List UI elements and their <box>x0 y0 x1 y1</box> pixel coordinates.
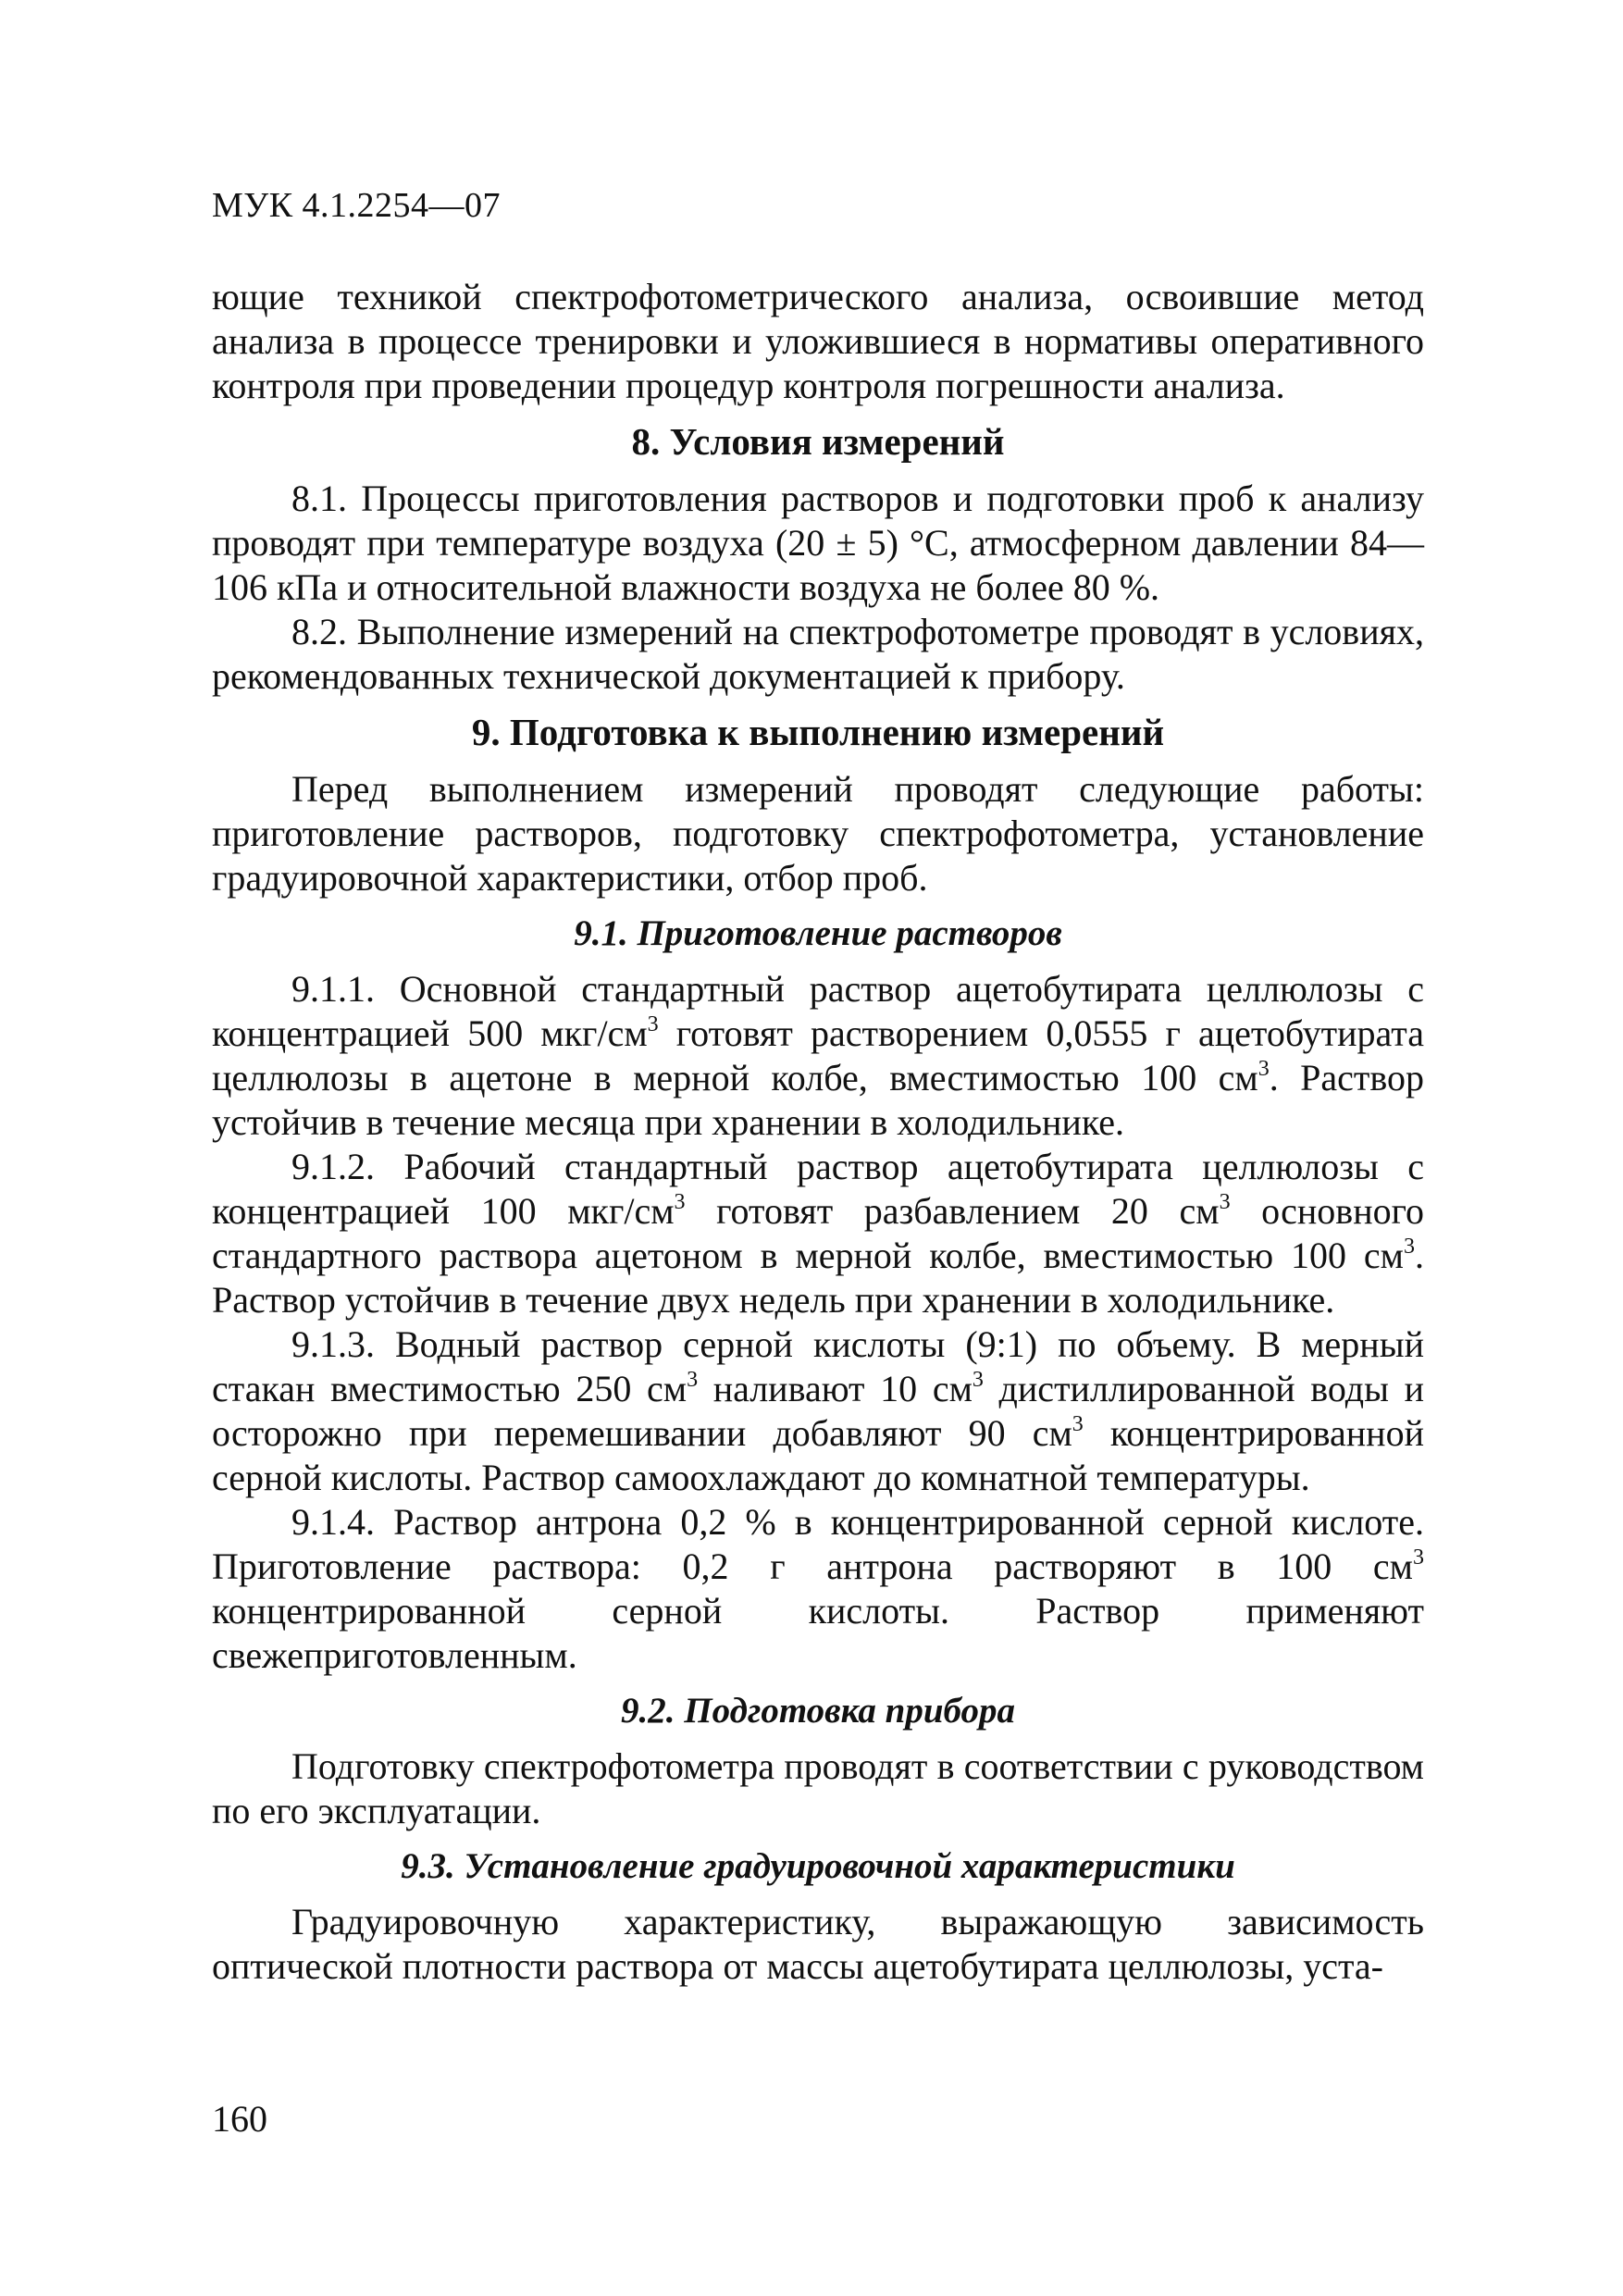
subsection-9-1-title: 9.1. Приготовление растворов <box>574 913 1062 953</box>
superscript-cube: 3 <box>1404 1235 1415 1259</box>
paragraph-9-1-1 <box>212 967 1424 1145</box>
superscript-cube: 3 <box>647 1012 659 1036</box>
paragraph-9-1-4 <box>212 1500 1424 1678</box>
text-run: готовят растворением 0,0555 г ацетобутирата целлюлозы в ацетоне в мерной колбе, вместимостью 100 см <box>212 1012 1424 1098</box>
page-content <box>212 275 1424 1989</box>
text-run: готовят разбавлением 20 см <box>685 1190 1220 1232</box>
page-number: 160 <box>212 2098 267 2140</box>
running-header: МУК 4.1.2254—07 <box>212 186 502 225</box>
text-run: 9.1.3. Водный раствор серной кислоты (9:1) по объему. В мерный стакан вместимостью 250 см <box>212 1323 1424 1409</box>
superscript-cube: 3 <box>1413 1545 1424 1570</box>
subsection-9-2-title: 9.2. Подготовка прибора <box>621 1691 1015 1731</box>
paragraph-9-1-3 <box>212 1322 1424 1500</box>
superscript-cube: 3 <box>674 1190 686 1214</box>
text-run: . Раствор устойчив в течение месяца при хранении в холодильнике. <box>212 1057 1424 1143</box>
superscript-cube: 3 <box>1219 1190 1231 1214</box>
superscript-cube: 3 <box>1072 1412 1084 1436</box>
superscript-cube: 3 <box>687 1368 699 1392</box>
paragraph-8-1: 8.1. Процессы приготовления растворов и подготовки проб к анализу проводят при температуре воздуха (20 ± 5) °С, атмосферном давлении 84—106 кПа и относительной влажности воздуха не более 80 %. <box>212 478 1424 608</box>
section-9-intro-paragraph: Перед выполнением измерений проводят следующие работы: приготовление растворов, подготовку спектрофотометра, установление градуировочной характеристики, отбор проб. <box>212 768 1424 899</box>
text-run: . Раствор устойчив в течение двух недель при хранении в холодильнике. <box>212 1235 1424 1321</box>
text-run: концентрированной серной кислоты. Раствор применяют свежеприготовленным. <box>212 1590 1424 1676</box>
text-run: 9.1.2. Рабочий стандартный раствор ацетобутирата целлюлозы с концентрацией 100 мкг/см <box>212 1146 1424 1232</box>
document-page <box>212 0 1424 2296</box>
superscript-cube: 3 <box>972 1368 984 1392</box>
section-8-title: 8. Условия измерений <box>631 420 1005 463</box>
paragraph-8-2: 8.2. Выполнение измерений на спектрофотометре проводят в условиях, рекомендованных технической документацией к прибору. <box>212 611 1424 697</box>
paragraph-9-2: Подготовку спектрофотометра проводят в соответствии с руководством по его эксплуатации. <box>212 1745 1424 1831</box>
text-run: 9.1.1. Основной стандартный раствор ацетобутирата целлюлозы с концентрацией 500 мкг/см <box>212 968 1424 1054</box>
text-run: основного стандартного раствора ацетоном в мерной колбе, вместимостью 100 см <box>212 1190 1425 1276</box>
text-run: концентрированной серной кислоты. Раствор самоохлаждают до комнатной температуры. <box>212 1412 1424 1498</box>
superscript-cube: 3 <box>1258 1057 1270 1081</box>
section-9-title: 9. Подготовка к выполнению измерений <box>471 711 1165 753</box>
text-run: 9.1.4. Раствор антрона 0,2 % в концентрированной серной кислоте. Приготовление раствора: 0,2 г антрона растворяют в 100 см <box>212 1501 1424 1587</box>
text-run: наливают 10 см <box>698 1368 973 1409</box>
paragraph-9-3: Градуировочную характеристику, выражающую зависимость оптической плотности раствора от массы ацетобутирата целлюлозы, уста- <box>212 1901 1424 1987</box>
intro-paragraph: ющие техникой спектрофотометрического анализа, освоившие метод анализа в процессе тренировки и уложившиеся в нормативы оперативного контроля при проведении процедур контроля погрешности анализа. <box>212 276 1424 406</box>
paragraph-9-1-2 <box>212 1145 1424 1322</box>
text-run: дистиллированной воды и осторожно при перемешивании добавляют 90 см <box>212 1368 1425 1454</box>
subsection-9-3-title: 9.3. Установление градуировочной характеристики <box>401 1846 1235 1886</box>
